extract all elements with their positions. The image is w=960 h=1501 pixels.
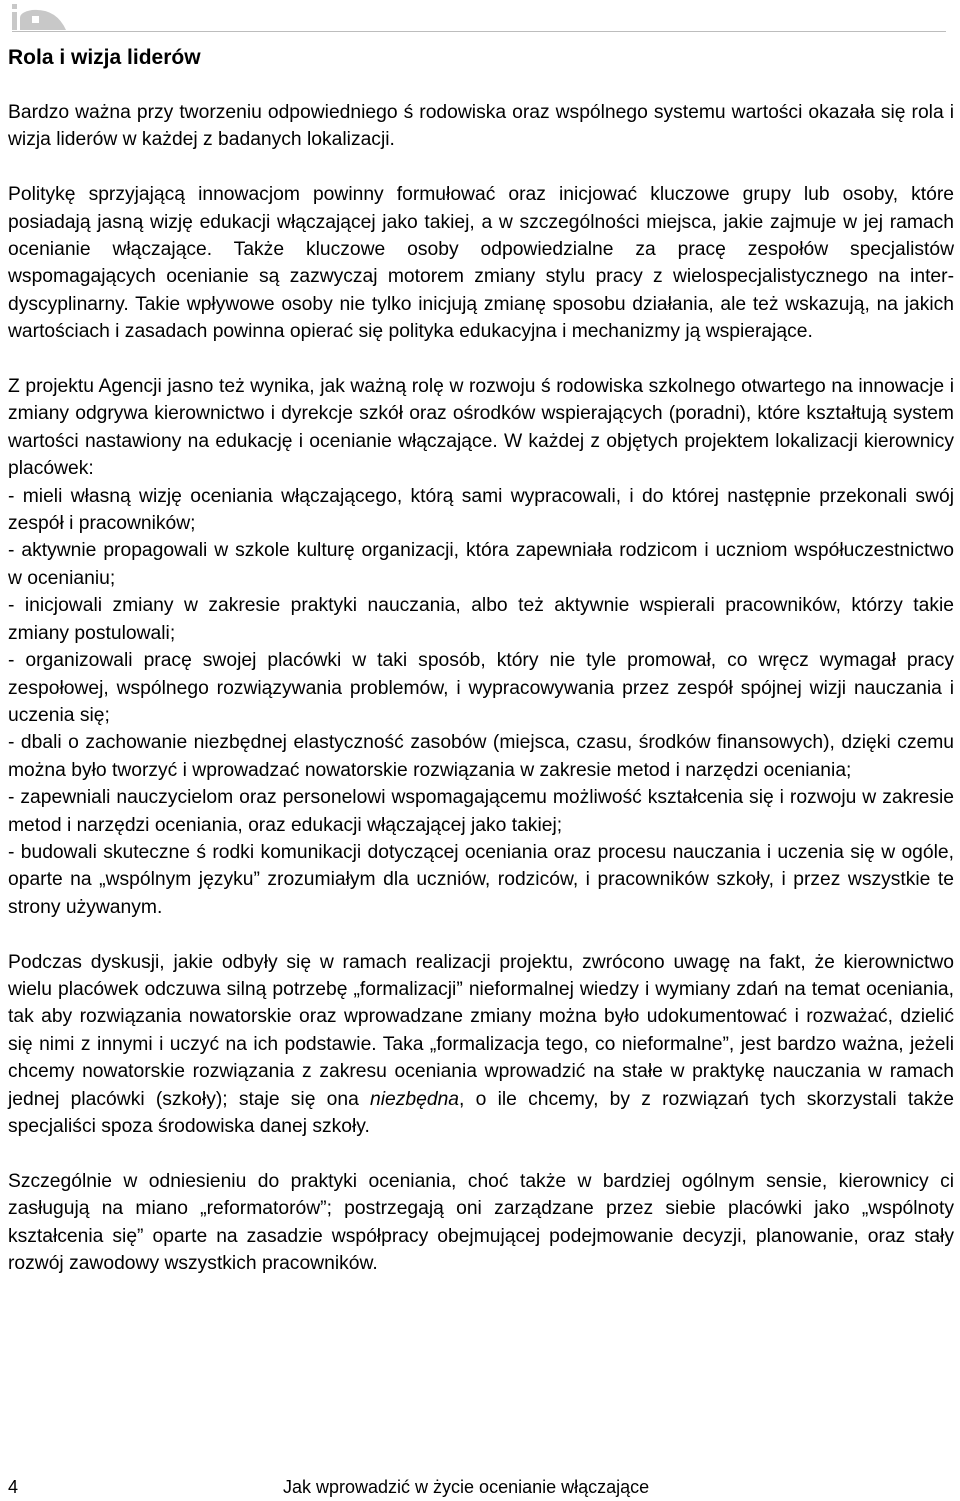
paragraph-intro: Bardzo ważna przy tworzeniu odpowiedniego ś rodowiska oraz wspólnego systemu wartości okazała się rola i wizja liderów w każdej z badanych lokalizacji. (8, 102, 954, 151)
paragraph-policy: Politykę sprzyjającą innowacjom powinny formułować oraz inicjować kluczowe grupy lub osoby, które posiadają jasną wizję edukacji włączającej jako takiej, a w szczególności miejsca, jakie zajmuje w jej ramach ocenianie włączające. Także kluczowe osoby odpowiedzialne za pracę zespołów specjalistów wspomagających ocenianie są zazwyczaj motorem zmiany stylu pracy z wielospecjalistycznego na inter-dyscyplinarny. Takie wpływowe osoby nie tylko inicjują zmianę sposobu działania, ale też wskazują, na jakich wartościach i zasadach powinna opierać się polityka edukacyjna i mechanizmy ją wspierające. (8, 184, 954, 343)
list-item: - organizowali pracę swojej placówki w taki sposób, który nie tyle promował, co wręcz wymagał pracy zespołowej, wspólnego rozwiązywania problemów, i wypracowywania przez zespół spójnej wizji nauczania i uczenia się; (8, 650, 954, 726)
list-item: - mieli własną wizję oceniania włączającego, którą sami wypracowali, i do której następnie przekonali swój zespół i pracowników; (8, 485, 954, 535)
page-footer (0, 1477, 960, 1501)
header-rule (12, 31, 946, 32)
paragraph-discussion (8, 949, 954, 1141)
footer-title: Jak wprowadzić w życie ocenianie włączające (283, 1477, 650, 1497)
paragraph-discussion-text-2: , o ile chcemy, by z rozwiązań tych skorzystali także specjaliści spoza środowiska danej szkoły. (8, 1088, 954, 1137)
paragraph-discussion-text-1: Podczas dyskusji, jakie odbyły się w ramach realizacji projektu, zwrócono uwagę na fakt, że kierownictwo wielu placówek odczuwa silną potrzebę „formalizacji” nieformalnej wiedzy i wymiany zdań na temat oceniania, tak aby rozwiązania nowatorskie oraz wprowadzane zmiany można było udokumentować i rozważać, dzielić się nimi z innymi i uczyć na ich podstawie. Taka „formalizacja tego, co nieformalne”, jest bardzo ważna, jeżeli chcemy nowatorskie rozwiązania z zakresu oceniania wprowadzić na stałe w praktykę nauczania w ramach jednej placówki (szkoły); staje się ona (8, 951, 954, 1110)
page-number: 4 (8, 1477, 19, 1497)
list-item: - inicjowali zmiany w zakresie praktyki nauczania, albo też aktywnie wspierali pracowników, którzy takie zmiany postulowali; (8, 595, 954, 644)
list-item: - budowali skuteczne ś rodki komunikacji dotyczącej oceniania oraz procesu nauczania i uczenia się w ogóle, oparte na „wspólnym języku” zrozumiałym dla uczniów, rodziców, i pracowników szkoły, i przez wszystkie te strony używanym. (8, 841, 954, 918)
paragraph-discussion-emphasis: niezbędna (370, 1088, 460, 1110)
publisher-logo-icon (12, 4, 66, 30)
leaders-list (8, 483, 954, 922)
page-content (8, 40, 954, 1277)
list-item: - zapewniali nauczycielom oraz personelowi wspomagającemu możliwość kształcenia się i rozwoju w zakresie metod i narzędzi oceniania, oraz edukacji włączającej jako takiej; (8, 787, 954, 836)
list-item: - aktywnie propagowali w szkole kulturę organizacji, która zapewniała rodzicom i uczniom współuczestnictwo w ocenianiu; (8, 540, 954, 589)
paragraph-agency-project: Z projektu Agencji jasno też wynika, jak ważną rolę w rozwoju ś rodowiska szkolnego otwartego na innowacje i zmiany odgrywa kierownictwo i dyrekcje szkół oraz ośrodków wspierających (poradni), które kształtują system wartości nastawiony na edukację i ocenianie włączające. W każdej z objętych projektem lokalizacji kierownicy placówek: (8, 376, 954, 480)
section-heading: Rola i wizja liderów (8, 46, 201, 69)
list-item: - dbali o zachowanie niezbędnej elastyczność zasobów (miejsca, czasu, środków finansowych), dzięki czemu można było tworzyć i wprowadzać nowatorskie rozwiązania w zakresie metod i narzędzi oceniania; (8, 732, 954, 781)
paragraph-reformers: Szczególnie w odniesieniu do praktyki oceniania, choć także w bardziej ogólnym sensie, kierownicy ci zasługują na miano „reformatorów”; postrzegają oni zarządzane przez siebie placówki jako „wspólnoty kształcenia się” oparte na zasadzie współpracy obejmującej podejmowanie decyzji, planowanie, oraz stały rozwój zawodowy wszystkich pracowników. (8, 1170, 954, 1274)
